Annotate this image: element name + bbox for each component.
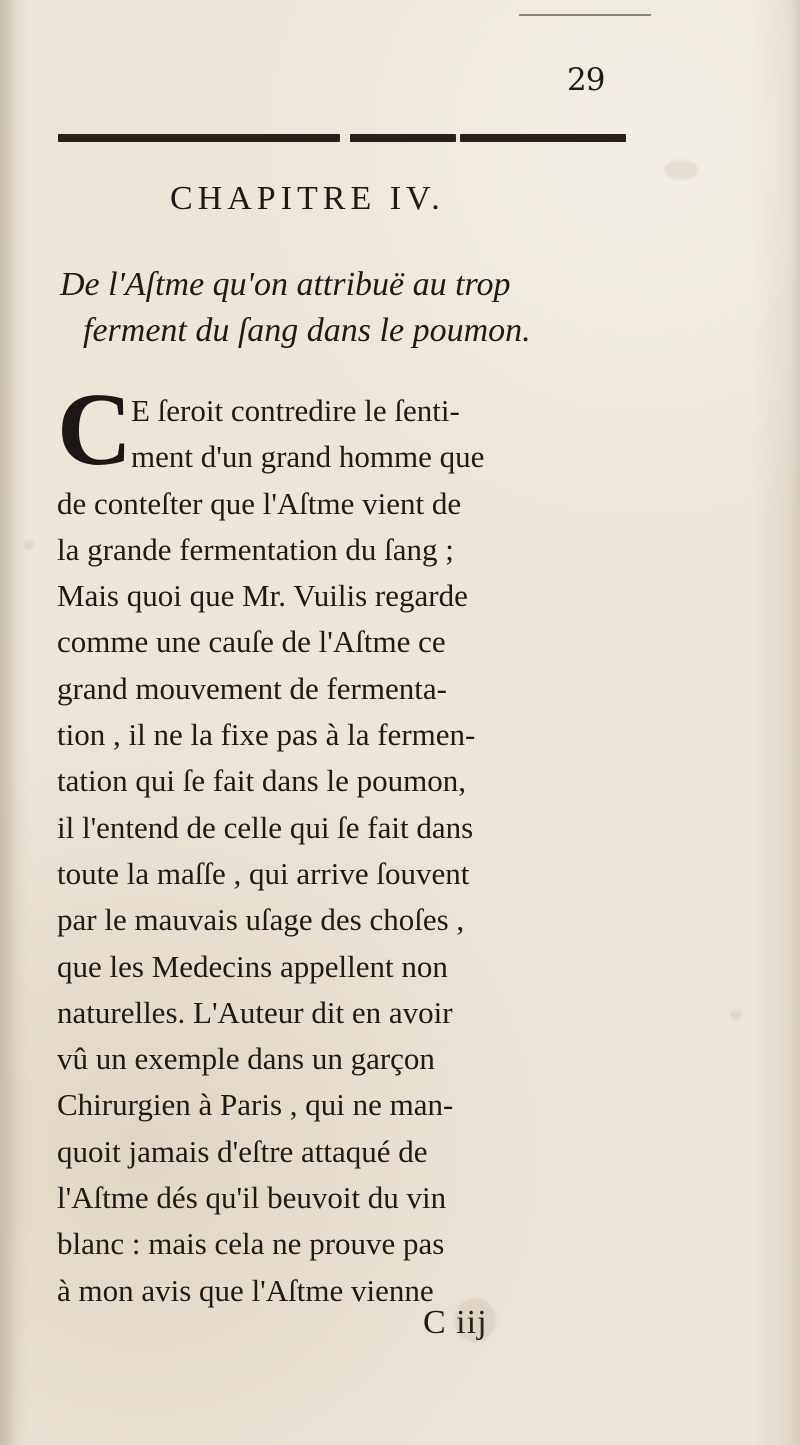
body-line-15: vû un exemple dans un garçon — [57, 1041, 435, 1077]
body-line-3: de conteſter que l'Aſtme vient de — [57, 485, 462, 521]
body-line-8: tion , il ne la fixe pas à la fermen- — [57, 717, 476, 753]
body-line-11: toute la maſſe , qui arrive ſouvent — [57, 855, 470, 891]
chapter-subtitle — [60, 262, 640, 354]
page-number: 29 — [567, 62, 605, 98]
body-line-18: l'Aſtme dés qu'il beuvoit du vin — [57, 1180, 447, 1216]
header-ornament — [58, 134, 626, 144]
paper-stain — [664, 160, 698, 180]
ornament-segment-middle — [350, 134, 456, 142]
body-line-14: naturelles. L'Auteur dit en avoir — [57, 994, 453, 1030]
body-line-6: comme une cauſe de l'Aſtme ce — [57, 624, 446, 660]
ornament-segment-left — [58, 134, 340, 142]
body-line-20: à mon avis que l'Aſtme vienne — [57, 1272, 434, 1308]
body-line-2: ment d'un grand homme que — [131, 439, 485, 475]
chapter-heading: CHAPITRE IV. — [170, 180, 445, 217]
body-line-16: Chirurgien à Paris , qui ne man- — [57, 1087, 454, 1123]
signature-mark: C iij — [423, 1304, 488, 1341]
body-line-5: Mais quoi que Mr. Vuilis regarde — [57, 578, 468, 614]
paper-stain — [730, 1010, 742, 1020]
subtitle-line-1: De l'Aſtme qu'on attribuë au trop — [60, 266, 511, 303]
body-line-13: que les Medecins appellent non — [57, 948, 448, 984]
body-line-4: la grande fermentation du ſang ; — [57, 531, 454, 567]
paper-stain — [24, 540, 34, 550]
body-text — [57, 372, 637, 1314]
body-line-7: grand mouvement de fermenta- — [57, 670, 447, 706]
drop-cap: C — [57, 372, 133, 487]
body-line-19: blanc : mais cela ne prouve pas — [57, 1226, 445, 1262]
body-line-12: par le mauvais uſage des choſes , — [57, 902, 465, 938]
body-line-9: tation qui ſe fait dans le poumon, — [57, 763, 466, 799]
paper-stain — [454, 1298, 496, 1342]
ornament-segment-right — [460, 134, 626, 142]
top-edge-mark — [519, 4, 653, 16]
body-line-10: il l'entend de celle qui ſe fait dans — [57, 809, 474, 845]
body-line-17: quoit jamais d'eſtre attaqué de — [57, 1133, 428, 1169]
body-line-1: E ſeroit contredire le ſenti- — [131, 393, 460, 428]
subtitle-line-2: ferment du ſang dans le poumon. — [83, 312, 531, 349]
